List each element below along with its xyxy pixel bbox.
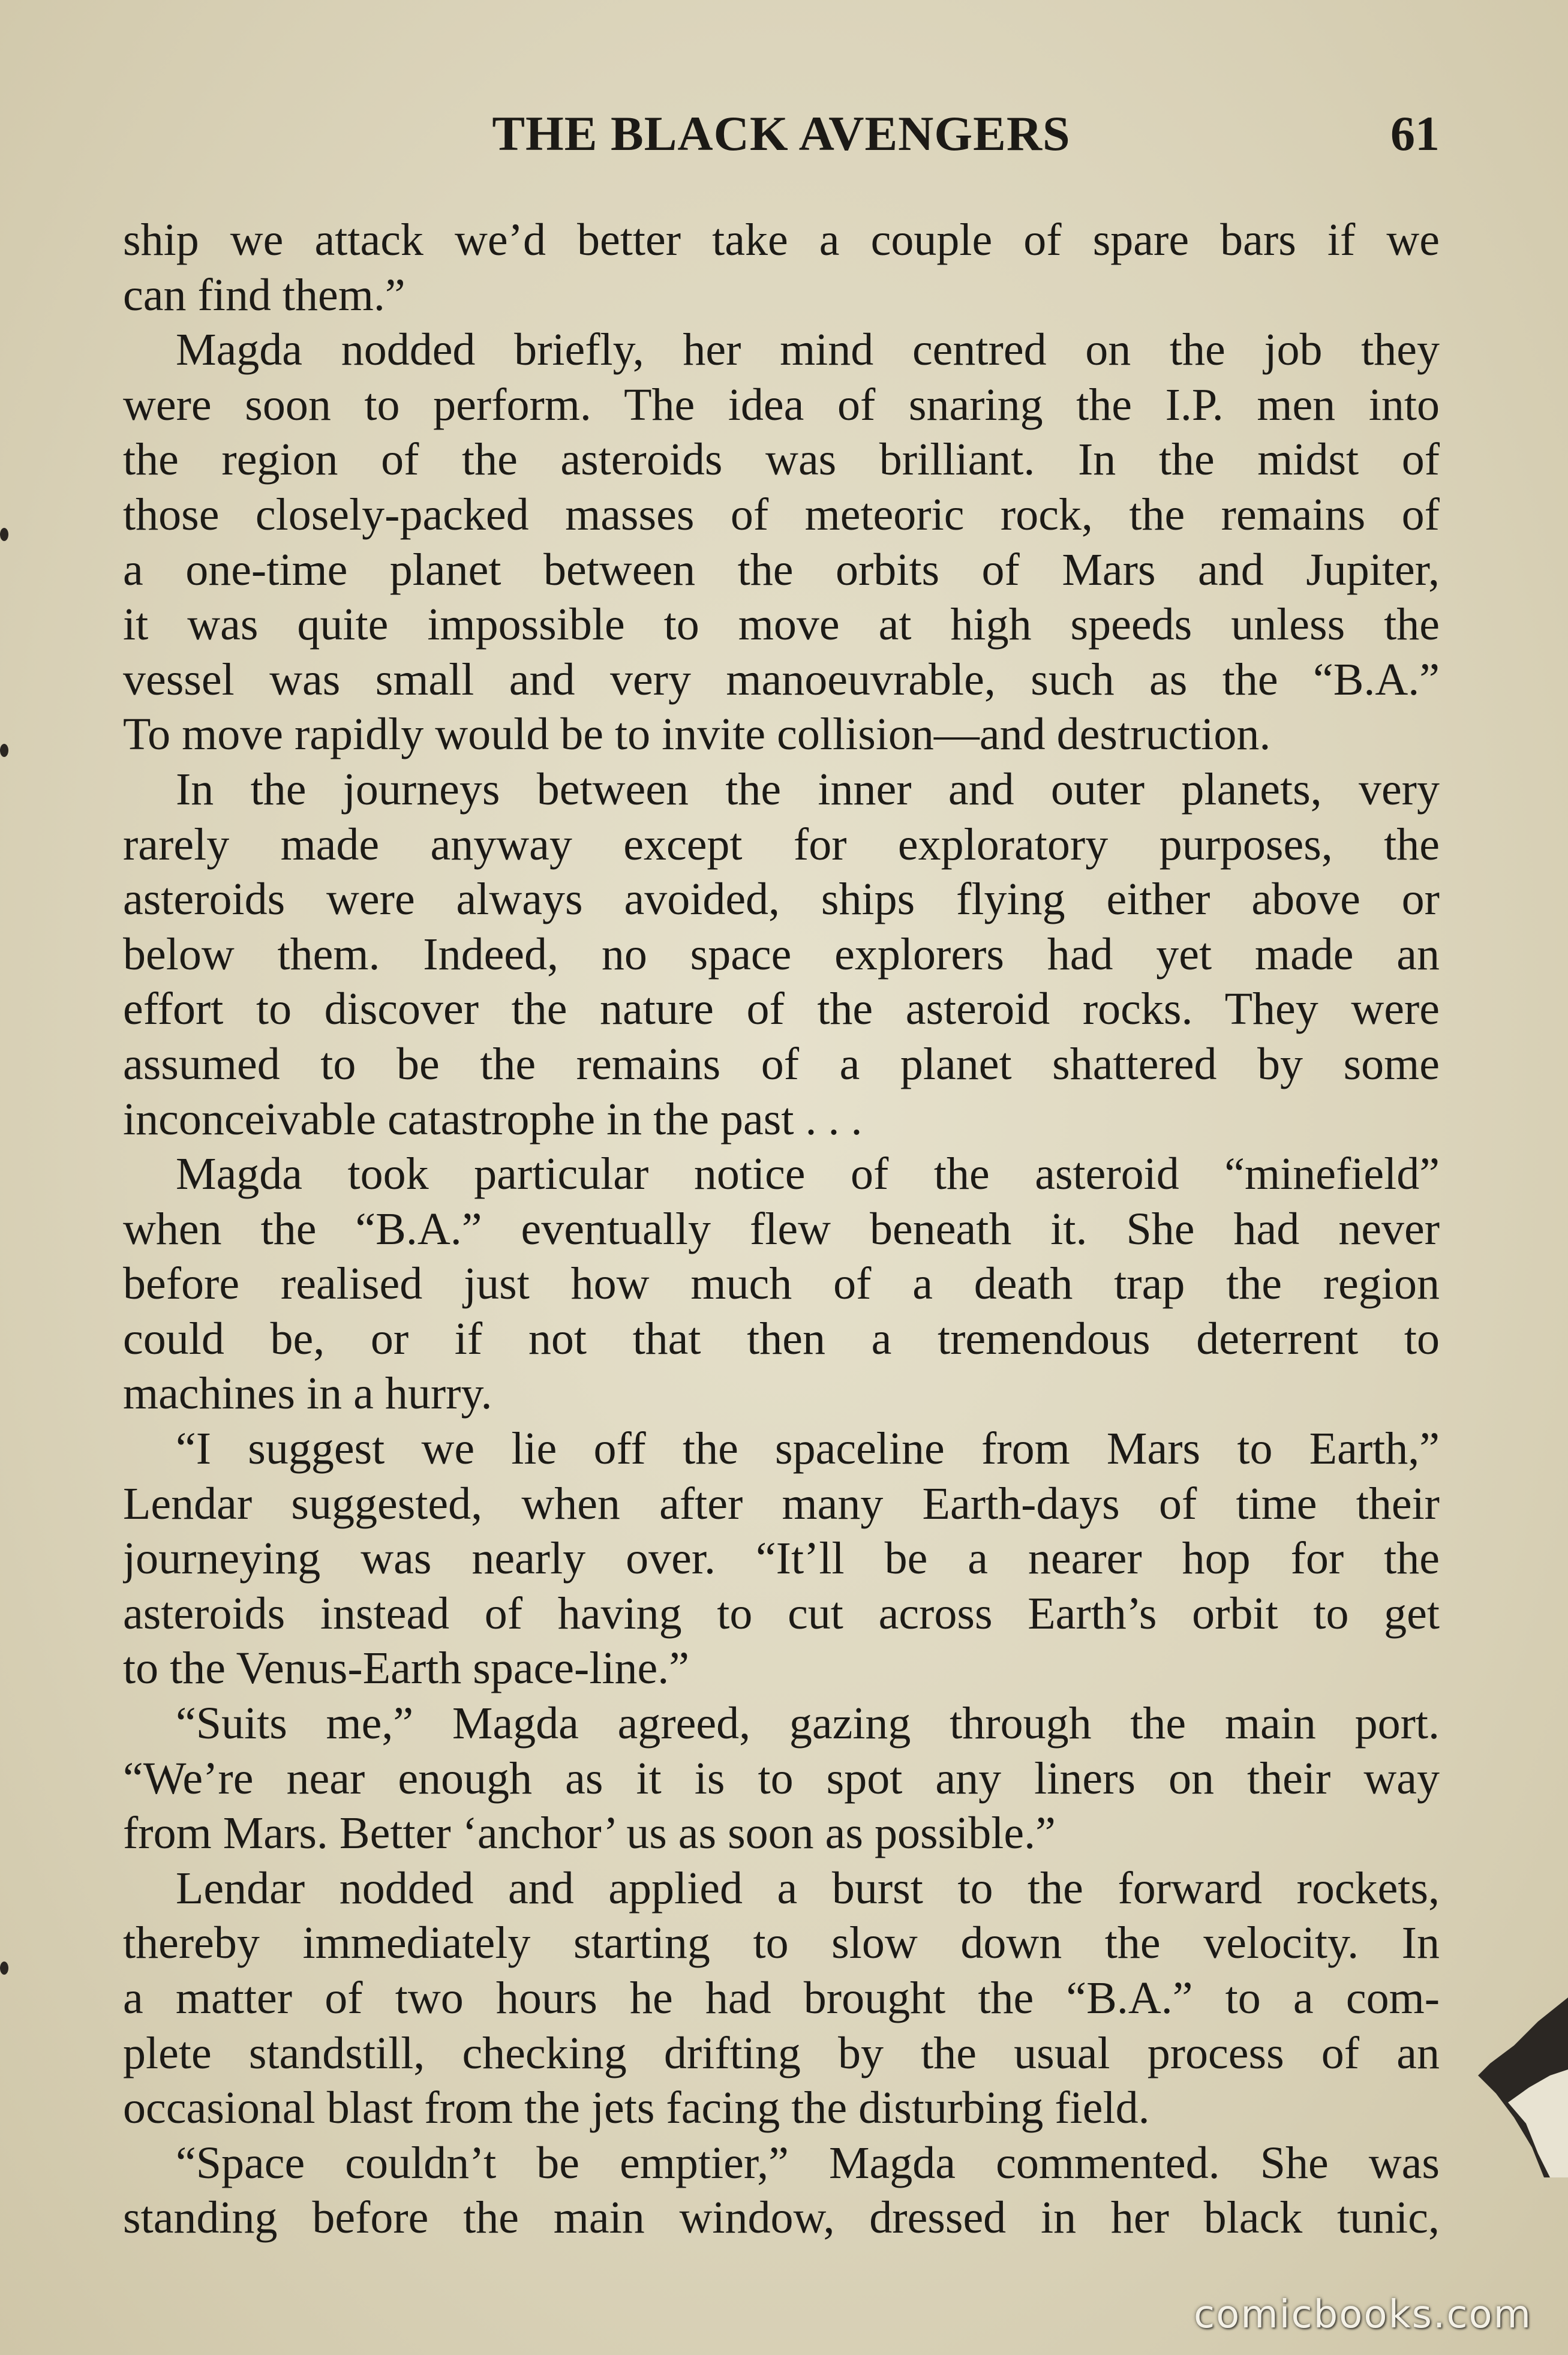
text-line: were soon to perform. The idea of snaring the I.P. men into [123, 379, 1440, 430]
text-line: it was quite impossible to move at high speeds unless the [123, 599, 1440, 650]
text-line: below them. Indeed, no space explorers had yet made an [123, 929, 1440, 980]
text-line: To move rapidly would be to invite collision—and destruction. [123, 709, 1271, 760]
text-line: plete standstill, checking drifting by the usual process of an [123, 2027, 1440, 2078]
text-line: Lendar nodded and applied a burst to the forward rockets, [176, 1863, 1440, 1914]
text-line: journeying was nearly over. “It’ll be a nearer hop for the [123, 1533, 1440, 1584]
text-line: can find them.” [123, 269, 405, 320]
text-line: vessel was small and very manoeuvrable, such as the “B.A.” [123, 654, 1440, 705]
text-line: the region of the asteroids was brilliant. In the midst of [123, 434, 1440, 485]
text-line: when the “B.A.” eventually flew beneath it. She had never [123, 1203, 1440, 1254]
page-edge-mark [0, 528, 8, 541]
text-line: Magda took particular notice of the asteroid “minefield” [176, 1149, 1440, 1200]
text-line: “Space couldn’t be emptier,” Magda commented. She was [176, 2137, 1440, 2188]
body-text [123, 213, 1440, 2246]
text-line: inconceivable catastrophe in the past . . . [123, 1094, 863, 1145]
text-line: thereby immediately starting to slow down the velocity. In [123, 1918, 1440, 1969]
running-title: THE BLACK AVENGERS [492, 106, 1071, 161]
text-line: rarely made anyway except for exploratory purposes, the [123, 819, 1440, 870]
text-line: “Suits me,” Magda agreed, gazing through the main port. [176, 1698, 1440, 1749]
text-line: In the journeys between the inner and outer planets, very [176, 764, 1440, 815]
text-line: a one-time planet between the orbits of Mars and Jupiter, [123, 544, 1440, 595]
text-line: from Mars. Better ‘anchor’ us as soon as possible.” [123, 1808, 1056, 1859]
page-edge-mark [0, 1962, 8, 1975]
text-line: “We’re near enough as it is to spot any liners on their way [123, 1753, 1440, 1804]
text-line: Magda nodded briefly, her mind centred on the job they [176, 325, 1440, 376]
page-edge-mark [0, 744, 8, 757]
text-line: before realised just how much of a death trap the region [123, 1258, 1440, 1309]
text-line: Lendar suggested, when after many Earth-days of time their [123, 1478, 1440, 1529]
page-header [123, 101, 1440, 167]
text-line: effort to discover the nature of the asteroid rocks. They were [123, 984, 1440, 1035]
text-line: standing before the main window, dressed in her black tunic, [123, 2192, 1440, 2243]
text-line: asteroids instead of having to cut across Earth’s orbit to get [123, 1588, 1440, 1639]
watermark: comicbooks.com [1193, 2293, 1532, 2337]
text-line: “I suggest we lie off the spaceline from Mars to Earth,” [176, 1423, 1440, 1474]
text-line: ship we attack we’d better take a couple of spare bars if we [123, 215, 1440, 265]
text-line: could be, or if not that then a tremendous deterrent to [123, 1313, 1440, 1364]
text-line: machines in a hurry. [123, 1368, 492, 1419]
text-line: asteroids were always avoided, ships flying either above or [123, 874, 1440, 925]
text-line: occasional blast from the jets facing the disturbing field. [123, 2083, 1150, 2134]
text-line: assumed to be the remains of a planet shattered by some [123, 1038, 1440, 1089]
text-line: those closely-packed masses of meteoric rock, the remains of [123, 489, 1440, 540]
text-line: to the Venus-Earth space-line.” [123, 1643, 690, 1694]
torn-corner [1472, 1997, 1568, 2177]
text-line: a matter of two hours he had brought the “B.A.” to a com- [123, 1973, 1440, 2023]
page-number: 61 [1390, 106, 1440, 161]
